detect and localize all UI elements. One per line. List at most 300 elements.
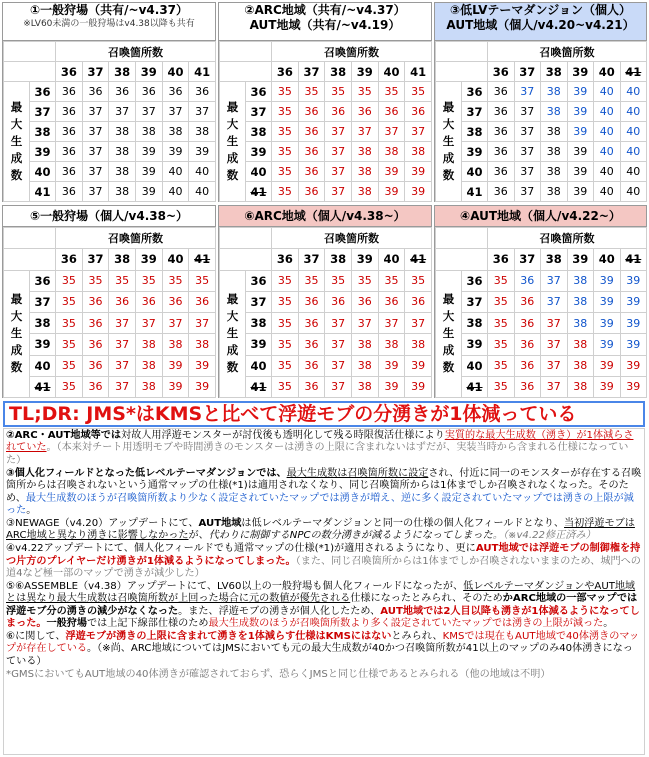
table-cell: 35 — [135, 270, 162, 291]
table-cell: 37 — [82, 122, 109, 142]
table-cell: 36 — [109, 291, 136, 312]
panel-note: ※LV60未満の一般狩場はv4.38以降も共有 — [23, 19, 195, 29]
table-cell: 39 — [620, 355, 647, 376]
table-cell: 39 — [189, 355, 216, 376]
table-cell: 36 — [82, 376, 109, 397]
row-header: 41 — [462, 376, 488, 397]
caption-summon-count: 召喚箇所数 — [56, 42, 216, 62]
row-header: 39 — [462, 334, 488, 355]
note-segment: 。 — [603, 618, 614, 630]
table-cell: 36 — [298, 291, 325, 312]
table-cell: 40 — [162, 182, 189, 202]
table-cell: 36 — [56, 142, 83, 162]
table-cell: 35 — [378, 82, 405, 102]
table-cell: 36 — [298, 334, 325, 355]
note-segment: ②ARC・AUT地域等では — [6, 430, 122, 441]
table-cell: 39 — [378, 376, 405, 397]
caption-summon-count: 召喚箇所数 — [488, 42, 647, 62]
table-cell: 37 — [351, 313, 378, 334]
table-cell: 37 — [82, 102, 109, 122]
panel-title-line1: ③低LVテーマダンジョン（個人） — [449, 3, 632, 17]
table-cell: 37 — [514, 122, 541, 142]
table-cell: 36 — [514, 270, 541, 291]
table-cell: 35 — [56, 376, 83, 397]
note-segment: ③個人化フィールドとなった低レベルテーマダンジョンでは、 — [6, 467, 287, 479]
table-cell: 37 — [109, 376, 136, 397]
table-cell: 38 — [135, 122, 162, 142]
note-segment: 対故人用浮遊モンスターが討伐後も透明化して残る時限復活仕様により — [121, 430, 445, 441]
table-cell: 38 — [567, 334, 594, 355]
column-header: 40 — [378, 249, 405, 270]
column-header: 41 — [189, 62, 216, 82]
table-cell: 39 — [620, 313, 647, 334]
spawn-grid — [3, 41, 216, 202]
table-cell: 39 — [135, 162, 162, 182]
column-header: 37 — [514, 62, 541, 82]
row-header: 40 — [246, 162, 272, 182]
table-cell: 39 — [567, 142, 594, 162]
table-panel — [2, 2, 216, 202]
column-header: 36 — [56, 249, 83, 270]
column-header: 38 — [325, 62, 352, 82]
table-cell: 36 — [135, 82, 162, 102]
table-cell: 38 — [567, 291, 594, 312]
table-cell: 38 — [109, 182, 136, 202]
column-header: 37 — [82, 249, 109, 270]
table-cell: 36 — [514, 376, 541, 397]
table-cell: 38 — [405, 142, 432, 162]
note-segment: 一般狩場 — [46, 618, 87, 630]
table-cell: 39 — [594, 313, 621, 334]
table-cell: 36 — [189, 291, 216, 312]
row-axis-label — [436, 82, 462, 202]
spawn-grid — [219, 41, 432, 202]
row-header: 36 — [30, 270, 56, 291]
table-cell: 37 — [325, 376, 352, 397]
table-cell: 37 — [514, 162, 541, 182]
row-axis-char: 数 — [10, 168, 23, 182]
table-cell: 40 — [594, 182, 621, 202]
table-cell: 36 — [298, 102, 325, 122]
note-segment: され、付近に同一のモンスターが存在する召喚箇所からは召喚されないという通常マップの仕様(*1)は適用されなくなり、同じ召喚箇所からは1体までしか召喚されなくなった。そのため、 — [6, 467, 642, 504]
row-header: 38 — [30, 122, 56, 142]
table-cell: 37 — [541, 334, 568, 355]
table-cell: 38 — [567, 355, 594, 376]
table-cell: 39 — [189, 376, 216, 397]
table-cell: 35 — [272, 313, 299, 334]
table-cell: 35 — [488, 270, 515, 291]
table-cell: 35 — [272, 142, 299, 162]
table-cell: 38 — [351, 355, 378, 376]
table-cell: 39 — [162, 376, 189, 397]
table-cell: 35 — [272, 355, 299, 376]
row-header: 41 — [30, 376, 56, 397]
table-cell: 35 — [325, 82, 352, 102]
note-segment: かARC地域の一部マップでは浮遊モブ分の湧きの減少がなくなった — [6, 593, 638, 617]
table-cell: 36 — [82, 82, 109, 102]
column-header: 39 — [567, 62, 594, 82]
table-cell: 37 — [541, 355, 568, 376]
row-header: 41 — [462, 182, 488, 202]
table-cell: 37 — [541, 291, 568, 312]
table-cell: 38 — [109, 162, 136, 182]
note-segment: では上記下線部仕様のため — [87, 618, 209, 630]
column-header: 37 — [82, 62, 109, 82]
row-header: 41 — [30, 182, 56, 202]
row-header: 38 — [30, 313, 56, 334]
table-panel — [218, 2, 432, 202]
column-header: 40 — [594, 62, 621, 82]
column-header: 39 — [351, 62, 378, 82]
note-segment: 代わりに制御するNPCの数分湧きが減るようになってしまった — [208, 530, 493, 542]
row-header: 38 — [462, 313, 488, 334]
table-cell: 39 — [135, 142, 162, 162]
row-axis-char: 成 — [226, 151, 239, 165]
note-segment: 。（※v4.22修正済み） — [492, 530, 596, 542]
tldr-banner — [3, 401, 645, 427]
table-cell: 36 — [82, 313, 109, 334]
row-axis-label — [4, 270, 30, 398]
table-cell: 39 — [162, 355, 189, 376]
table-cell: 37 — [514, 182, 541, 202]
table-cell: 35 — [351, 270, 378, 291]
table-cell: 37 — [109, 102, 136, 122]
row-axis-label — [4, 82, 30, 202]
table-cell: 39 — [567, 82, 594, 102]
note-segment: 当初浮遊モブはARC地域と異なり湧きに影響しなかった — [6, 517, 635, 542]
table-cell: 38 — [351, 142, 378, 162]
table-cell: 38 — [109, 142, 136, 162]
table-cell: 36 — [488, 182, 515, 202]
table-cell: 38 — [109, 122, 136, 142]
table-cell: 35 — [109, 270, 136, 291]
row-axis-char: 数 — [226, 168, 239, 182]
table-cell: 36 — [405, 291, 432, 312]
note-segment: *GMSにおいてもAUT地域の40体湧きが確認されておらず、恐らくJMSと同じ仕様であるとみられる（他の地域は不明） — [6, 668, 551, 680]
table-cell: 39 — [567, 122, 594, 142]
table-cell: 37 — [325, 162, 352, 182]
note-paragraph — [6, 543, 642, 580]
table-cell: 39 — [567, 102, 594, 122]
table-cell: 39 — [378, 355, 405, 376]
row-header: 38 — [246, 313, 272, 334]
column-header: 36 — [272, 249, 299, 270]
column-header: 40 — [378, 62, 405, 82]
table-cell: 35 — [405, 270, 432, 291]
row-header: 37 — [30, 102, 56, 122]
table-cell: 35 — [378, 270, 405, 291]
table-panel — [434, 205, 647, 398]
row-header: 36 — [246, 270, 272, 291]
column-header: 39 — [135, 249, 162, 270]
note-segment: ③NEWAGE（v4.20）アップデートにて、 — [6, 517, 199, 529]
column-header: 38 — [109, 249, 136, 270]
column-header: 37 — [298, 62, 325, 82]
row-axis-char: 成 — [10, 343, 23, 358]
column-header: 38 — [109, 62, 136, 82]
table-cell: 40 — [620, 142, 647, 162]
row-axis-char: 最 — [442, 100, 455, 114]
table-cell: 38 — [541, 122, 568, 142]
note-paragraph — [6, 669, 642, 681]
row-header: 38 — [246, 122, 272, 142]
table-cell: 38 — [189, 334, 216, 355]
table-cell: 40 — [594, 162, 621, 182]
table-cell: 35 — [189, 270, 216, 291]
table-cell: 36 — [378, 291, 405, 312]
table-cell: 36 — [378, 102, 405, 122]
table-cell: 40 — [162, 162, 189, 182]
table-cell: 36 — [351, 102, 378, 122]
column-header: 37 — [298, 249, 325, 270]
table-cell: 36 — [82, 355, 109, 376]
table-cell: 37 — [109, 313, 136, 334]
note-segment: は低レベルテーマダンジョンと同一の仕様の個人化フィールドとなり、 — [241, 517, 565, 529]
table-cell: 39 — [405, 182, 432, 202]
table-cell: 39 — [378, 182, 405, 202]
caption-summon-count: 召喚箇所数 — [272, 42, 432, 62]
table-cell: 37 — [325, 142, 352, 162]
row-axis-char: 最 — [10, 292, 23, 307]
table-cell: 37 — [541, 270, 568, 291]
table-cell: 36 — [56, 122, 83, 142]
row-axis-char: 数 — [10, 360, 23, 375]
note-segment: とみられ、 — [391, 631, 443, 642]
column-header: 38 — [325, 249, 352, 270]
table-cell: 38 — [189, 122, 216, 142]
note-segment: 最大生成数のほうが召喚箇所数より多く設定されていたマップでは湧きの上限が減った — [208, 618, 604, 630]
table-cell: 37 — [405, 313, 432, 334]
table-cell: 38 — [405, 334, 432, 355]
table-cell: 38 — [541, 182, 568, 202]
row-axis-char: 生 — [10, 134, 23, 148]
column-header: 40 — [162, 62, 189, 82]
row-axis-char: 数 — [442, 360, 455, 375]
row-header: 37 — [462, 291, 488, 312]
note-segment: 仕様になったとみられ、そのため — [350, 593, 503, 605]
table-cell: 36 — [405, 102, 432, 122]
column-header: 41 — [189, 249, 216, 270]
note-segment: 低レベルテーマダンジョンやAUT地域とは異なり最大生成数は召喚箇所数が上回った場合に元の数値が優先される — [6, 580, 636, 605]
table-cell: 38 — [135, 334, 162, 355]
table-cell: 35 — [488, 334, 515, 355]
row-header: 37 — [246, 102, 272, 122]
table-cell: 36 — [488, 162, 515, 182]
table-cell: 37 — [189, 313, 216, 334]
row-header: 36 — [246, 82, 272, 102]
caption-summon-count: 召喚箇所数 — [56, 228, 216, 249]
row-header: 40 — [462, 355, 488, 376]
row-axis-char: 数 — [226, 360, 239, 375]
row-axis-label — [436, 270, 462, 398]
table-cell: 35 — [272, 122, 299, 142]
row-header: 37 — [462, 102, 488, 122]
row-header: 36 — [30, 82, 56, 102]
table-cell: 38 — [378, 142, 405, 162]
table-cell: 39 — [620, 291, 647, 312]
table-cell: 35 — [272, 376, 299, 397]
row-axis-char: 最 — [10, 100, 23, 114]
row-axis-char: 成 — [442, 151, 455, 165]
table-cell: 40 — [594, 82, 621, 102]
note-paragraph — [6, 581, 642, 631]
table-cell: 39 — [135, 182, 162, 202]
row-axis-char: 生 — [10, 326, 23, 341]
table-cell: 36 — [56, 182, 83, 202]
table-cell: 38 — [567, 313, 594, 334]
table-cell: 36 — [514, 355, 541, 376]
table-panel — [218, 205, 432, 398]
note-segment: 最大生成数は召喚箇所数に設定 — [286, 467, 429, 479]
table-cell: 37 — [325, 355, 352, 376]
table-cell: 37 — [514, 102, 541, 122]
spawn-grid — [435, 227, 647, 398]
row-header: 41 — [246, 376, 272, 397]
table-cell: 35 — [272, 182, 299, 202]
table-cell: 38 — [351, 376, 378, 397]
column-header: 39 — [351, 249, 378, 270]
column-header: 41 — [620, 249, 647, 270]
table-cell: 37 — [135, 313, 162, 334]
table-cell: 40 — [189, 162, 216, 182]
row-header: 40 — [30, 355, 56, 376]
table-cell: 37 — [135, 102, 162, 122]
table-cell: 40 — [594, 122, 621, 142]
panel-title — [435, 206, 646, 227]
table-cell: 39 — [594, 376, 621, 397]
panel-title — [3, 206, 215, 227]
table-cell: 37 — [405, 122, 432, 142]
column-header: 36 — [488, 249, 515, 270]
table-cell: 39 — [620, 270, 647, 291]
table-cell: 37 — [325, 182, 352, 202]
note-segment: 。また、浮遊モブの湧きが個人化したため、 — [178, 605, 381, 617]
table-cell: 35 — [488, 355, 515, 376]
table-cell: 37 — [82, 142, 109, 162]
panel-title — [219, 3, 431, 41]
table-cell: 35 — [272, 334, 299, 355]
table-cell: 37 — [541, 313, 568, 334]
row-header: 39 — [30, 142, 56, 162]
table-cell: 40 — [620, 162, 647, 182]
table-cell: 38 — [135, 376, 162, 397]
table-cell: 38 — [162, 122, 189, 142]
table-cell: 36 — [325, 291, 352, 312]
table-cell: 38 — [541, 102, 568, 122]
row-axis-char: 最 — [442, 292, 455, 307]
table-cell: 35 — [56, 334, 83, 355]
table-cell: 35 — [488, 313, 515, 334]
note-segment: （また、同じ召喚箇所からは1体までしか召喚されないままのため、城門への道4など極一部のマップで湧きが減少した） — [6, 555, 641, 579]
row-axis-char: 最 — [226, 100, 239, 114]
table-cell: 37 — [162, 102, 189, 122]
table-cell: 36 — [488, 122, 515, 142]
spawn-grid — [219, 227, 432, 398]
table-cell: 38 — [567, 376, 594, 397]
note-segment: AUT地域では2人目以降も湧きが1体減るようになってしまった。 — [6, 605, 640, 630]
table-cell: 38 — [351, 162, 378, 182]
column-header: 40 — [594, 249, 621, 270]
table-cell: 40 — [620, 102, 647, 122]
column-header: 41 — [620, 62, 647, 82]
explanation-notes — [3, 428, 645, 755]
row-axis-char: 大 — [226, 117, 239, 131]
table-cell: 36 — [298, 376, 325, 397]
column-header: 36 — [488, 62, 515, 82]
table-cell: 38 — [541, 142, 568, 162]
table-cell: 35 — [82, 270, 109, 291]
row-header: 37 — [30, 291, 56, 312]
panel-title — [435, 3, 646, 41]
table-cell: 35 — [351, 82, 378, 102]
table-cell: 38 — [567, 270, 594, 291]
column-header: 39 — [567, 249, 594, 270]
table-cell: 37 — [378, 313, 405, 334]
table-cell: 36 — [56, 82, 83, 102]
table-cell: 36 — [162, 291, 189, 312]
table-cell: 40 — [620, 122, 647, 142]
column-header: 39 — [135, 62, 162, 82]
table-cell: 36 — [488, 142, 515, 162]
spawn-grid — [3, 227, 216, 398]
table-cell: 35 — [325, 270, 352, 291]
row-axis-char: 最 — [226, 292, 239, 307]
row-axis-char: 生 — [226, 134, 239, 148]
column-header: 38 — [541, 62, 568, 82]
table-cell: 37 — [514, 142, 541, 162]
table-cell: 39 — [620, 334, 647, 355]
note-paragraph — [6, 631, 642, 668]
table-cell: 39 — [378, 162, 405, 182]
table-cell: 38 — [351, 182, 378, 202]
row-axis-char: 生 — [226, 326, 239, 341]
column-header: 36 — [272, 62, 299, 82]
table-cell: 35 — [298, 82, 325, 102]
table-cell: 35 — [405, 82, 432, 102]
note-paragraph — [6, 468, 642, 518]
table-cell: 38 — [378, 334, 405, 355]
note-segment: 実質的な最大生成数（湧き）が1体減らされていた — [6, 430, 634, 454]
table-cell: 39 — [594, 355, 621, 376]
table-cell: 39 — [567, 162, 594, 182]
note-segment: KMSでは現在もAUT地域で40体湧きのマップが存在している — [6, 631, 640, 655]
table-cell: 35 — [272, 162, 299, 182]
table-cell: 39 — [594, 334, 621, 355]
table-cell: 38 — [351, 334, 378, 355]
table-cell: 35 — [272, 82, 299, 102]
row-axis-label — [220, 82, 246, 202]
table-cell: 39 — [594, 270, 621, 291]
table-cell: 40 — [620, 82, 647, 102]
note-segment: AUT地域 — [198, 517, 242, 529]
table-cell: 37 — [325, 313, 352, 334]
panel-title-line1: ⑥ARC地域（個人/v4.38~） — [244, 209, 406, 223]
table-cell: 37 — [514, 82, 541, 102]
table-cell: 36 — [298, 162, 325, 182]
table-cell: 36 — [298, 355, 325, 376]
table-cell: 37 — [109, 355, 136, 376]
table-cell: 36 — [298, 182, 325, 202]
table-cell: 36 — [514, 313, 541, 334]
table-cell: 35 — [162, 270, 189, 291]
column-header: 36 — [56, 62, 83, 82]
row-header: 36 — [462, 82, 488, 102]
table-cell: 40 — [594, 102, 621, 122]
table-cell: 37 — [82, 182, 109, 202]
table-cell: 36 — [488, 82, 515, 102]
row-header: 39 — [246, 334, 272, 355]
row-header: 40 — [30, 162, 56, 182]
